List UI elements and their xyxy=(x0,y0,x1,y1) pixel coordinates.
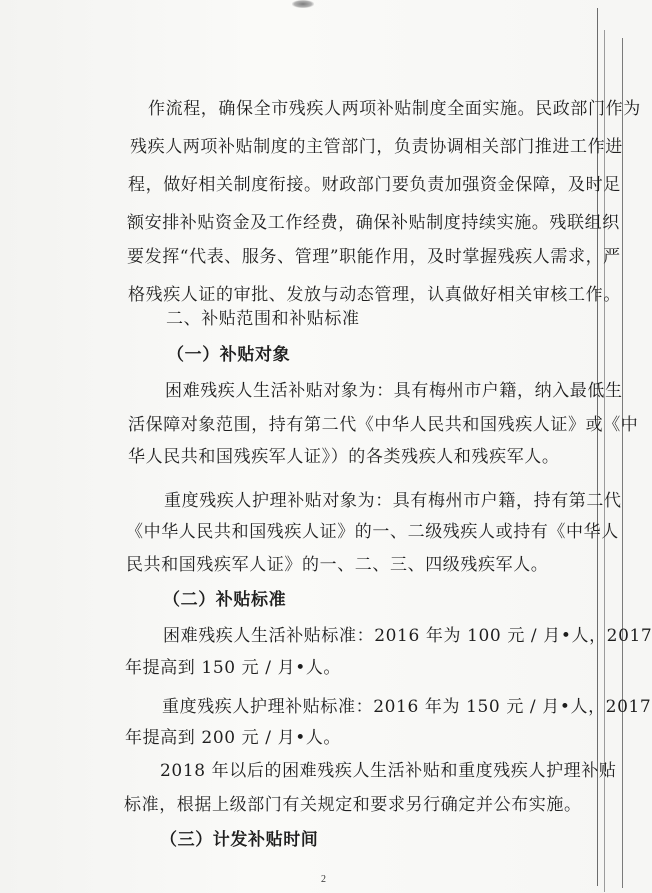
subsection-heading: （二）补贴标准 xyxy=(163,590,287,610)
paragraph-line: 重度残疾人护理补贴标准：2016 年为 150 元 / 月•人，2017 xyxy=(162,697,652,717)
paragraph-line: 年提高到 200 元 / 月•人。 xyxy=(125,728,342,748)
paragraph-line: 格残疾人证的审批、发放与动态管理，认真做好相关审核工作。 xyxy=(128,285,621,305)
subsection-heading: （三）计发补贴时间 xyxy=(160,830,319,850)
paragraph-line: 华人民共和国残疾军人证》）的各类残疾人和残疾军人。 xyxy=(128,447,560,467)
paragraph-line: 困难残疾人生活补贴标准：2016 年为 100 元 / 月•人，2017 xyxy=(163,626,652,646)
paragraph-line: 作流程，确保全市残疾人两项补贴制度全面实施。民政部门作为 xyxy=(148,99,641,119)
paragraph-line: 程，做好相关制度衔接。财政部门要负责加强资金保障，及时足 xyxy=(128,175,621,195)
section-heading: 二、补贴范围和补贴标准 xyxy=(166,309,360,329)
paragraph-line: 《中华人民共和国残疾人证》的一、二级残疾人或持有《中华人 xyxy=(126,522,619,542)
paragraph-line: 困难残疾人生活补贴对象为：具有梅州市户籍，纳入最低生 xyxy=(165,381,623,401)
paragraph-line: 2018 年以后的困难残疾人生活补贴和重度残疾人护理补贴 xyxy=(160,761,617,781)
paragraph-line: 额安排补贴资金及工作经费，确保补贴制度持续实施。残联组织 xyxy=(127,213,620,233)
paragraph-line: 民共和国残疾军人证》的一、二、三、四级残疾军人。 xyxy=(126,555,549,575)
paragraph-line: 活保障对象范围，持有第二代《中华人民共和国残疾人证》或《中 xyxy=(128,415,639,435)
paragraph-line: 残疾人两项补贴制度的主管部门，负责协调相关部门推进工作进 xyxy=(130,137,623,157)
paragraph-line: 重度残疾人护理补贴对象为：具有梅州市户籍，持有第二代 xyxy=(164,491,622,511)
paragraph-line: 要发挥“代表、服务、管理”职能作用，及时掌握残疾人需求，严 xyxy=(127,247,621,267)
paragraph-line: 年提高到 150 元 / 月•人。 xyxy=(125,658,342,678)
paragraph-line: 标准，根据上级部门有关规定和要求另行确定并公布实施。 xyxy=(124,795,582,815)
subsection-heading: （一）补贴对象 xyxy=(167,345,291,365)
page-edge-line xyxy=(622,38,623,888)
page-number: 2 xyxy=(321,874,326,885)
